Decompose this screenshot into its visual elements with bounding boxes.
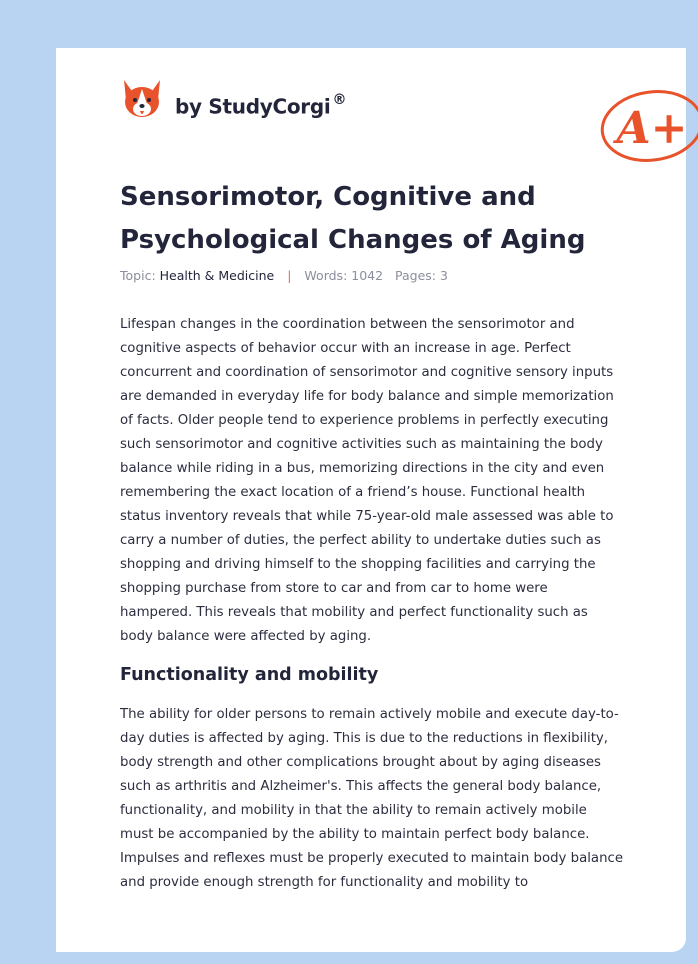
- pages-value: 3: [439, 268, 448, 283]
- pages-label: Pages:: [395, 268, 436, 283]
- grade-badge-icon: [598, 86, 698, 170]
- brand-name[interactable]: by StudyCorgi ®: [175, 92, 347, 119]
- body-paragraph-1: Lifespan changes in the coordination between the sensorimotor and cognitive aspects of behavior occur with an increase in age. Perfect concurrent and coordination of sensorimotor and cognitive sensory inputs are demanded in everyday life for body balance and simple memorization of facts. Older people tend to experience problems in perfectly executing such sensorimotor and cognitive activities such as maintaining the body balance while riding in a bus, memorizing directions in the city and even remembering the exact location of a friend’s house. Functional health status inventory reveals that while 75-year-old male assessed was able to carry a number of duties, the perfect ability to undertake duties such as shopping and driving himself to the shopping facilities and carrying the shopping purchase from store to car and from car to home were hampered. This reveals that mobility and perfect functionality such as body balance were affected by aging.: [120, 317, 614, 644]
- topic-label: Topic:: [120, 268, 156, 283]
- registered-mark: ®: [332, 92, 347, 108]
- document-page: [56, 48, 686, 952]
- topic-link[interactable]: Health & Medicine: [159, 268, 275, 283]
- words-value: 1042: [351, 268, 384, 283]
- header: [120, 76, 688, 154]
- article-meta: [120, 268, 448, 283]
- page-title: Sensorimotor, Cognitive and Psychological Changes of Aging: [120, 182, 586, 255]
- section-heading: Functionality and mobility: [120, 665, 379, 685]
- corgi-logo-icon[interactable]: [120, 76, 164, 120]
- meta-separator: |: [287, 268, 292, 283]
- body-paragraph-2: The ability for older persons to remain actively mobile and execute day-to-day duties is affected by aging. This is due to the reductions in flexibility, body strength and other complications brought about by aging diseases such as arthritis and Alzheimer's. This affects the general body balance, functionality, and mobility in that the ability to remain actively mobile must be accompanied by the ability to maintain perfect body balance. Impulses and reflexes must be properly executed to maintain body balance and provide enough strength for functionality and mobility to: [120, 707, 623, 890]
- words-label: Words:: [304, 268, 348, 283]
- grade-badge-text: A+: [616, 103, 688, 154]
